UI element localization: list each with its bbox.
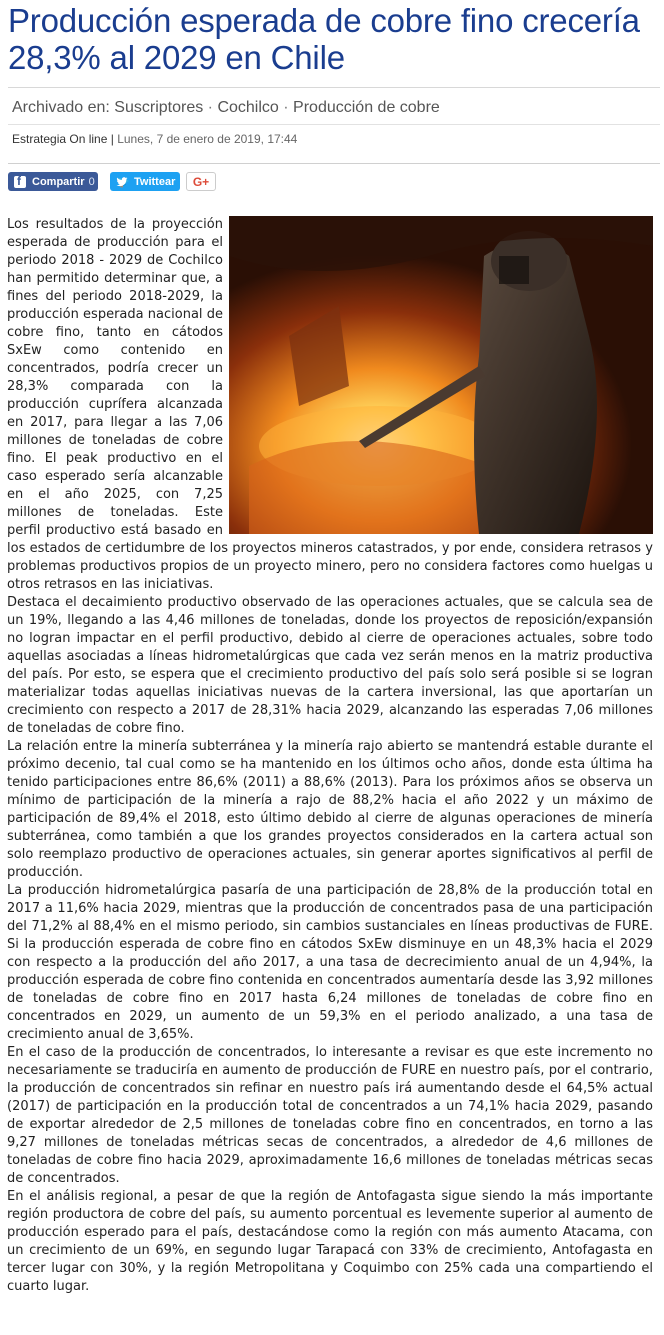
divider [8, 124, 660, 125]
article-paragraph: En el caso de la producción de concentrados, lo interesante a revisar es que este incremento no necesariamente se traduciría en aumento de producción de FURE en nuestro país, por el contrario, la producción de concentrados sin refinar en nuestro país irá aumentando desde el 64,5% actual (2017) de participación en la producción total de concentrados a un 74,1% hacia 2029, pasando de exportar alrededor de 2,5 millones de toneladas cobre fino en concentrados, en torno a las 9,27 millones de toneladas métricas secas de concentrados, a alrededor de 4,6 millones de toneladas de cobre fino hacia 2029, aproximadamente 16,6 millones de toneladas métricas secas de concentrados. [7, 1045, 653, 1186]
tag-separator: · [283, 99, 289, 116]
article-paragraph: Los resultados de la proyección esperada de producción para el periodo 2018 - 2029 de Cochilco han permitido determinar que, a fines del periodo 2018-2029, la producción esperada nacional de cobre fino, tanto en cátodos SxEw como contenido en concentrados, podría crecer un 28,3% comparada con la producción cuprífera alcanzada en 2017, para llegar a las 7,06 millones de toneladas de cobre fino. El peak productivo en el caso esperado sería alcanzable en el año 2025, con 7,25 millones de toneladas. Este perfil productivo está basado en los estados de certidumbre de los proyectos mineros catastrados, y por ende, considera retrasos y problemas productivos propios de un proyecto minero, pero no considera factores como huelgas u otros retrasos en las iniciativas. [7, 217, 653, 592]
twitter-share-button[interactable] [110, 172, 180, 191]
byline-date: Lunes, 7 de enero de 2019, 17:44 [117, 132, 298, 146]
article-paragraph: La producción hidrometalúrgica pasaría de una participación de 28,8% de la producción total en 2017 a 11,6% hacia 2029, mientras que la producción de concentrados pasa de una participación del 71,2% al 88,4% en el mismo periodo, sin cambios sustanciales en líneas productivas de FURE. Si la producción esperada de cobre fino en cátodos SxEw disminuye en un 48,3% hacia el 2029 con respecto a la producción del año 2017, a una tasa de decrecimiento anual de un 4,94%, la producción esperada de cobre fino contenida en concentrados aumentaría desde las 3,92 millones de toneladas de cobre fino en 2017 hasta 6,24 millones de toneladas de cobre fino en concentrados en 2029, un aumento de un 59,3% en el periodo analizado, a una tasa de crecimiento anual de 3,65%. [7, 883, 653, 1042]
tag-link[interactable]: Suscriptores [114, 99, 204, 116]
archived-tags [12, 99, 440, 117]
tag-link[interactable]: Producción de cobre [293, 99, 440, 116]
tag-separator: · [207, 99, 213, 116]
byline [12, 132, 297, 146]
facebook-icon [14, 176, 26, 188]
image-float-spacer [223, 216, 653, 538]
byline-source: Estrategia On line [12, 132, 108, 146]
article-paragraph: En el análisis regional, a pesar de que la región de Antofagasta sigue siendo la más importante región productora de cobre del país, su aumento porcentual es levemente superior al aumento de producción esperado para el país, destacándose como la región con más aumento Atacama, con un crecimiento de un 69%, en segundo lugar Tarapacá con 33% de crecimiento, Antofagasta en tercer lugar con 30%, y la región Metropolitana y Coquimbo con 25% cada una compartiendo el cuarto lugar. [7, 1189, 653, 1294]
google-plus-share-button[interactable] [186, 172, 216, 191]
article-paragraph: Destaca el decaimiento productivo observado de las operaciones actuales, que se calcula sea de un 19%, llegando a las 4,46 millones de toneladas, donde los proyectos de reposición/expansión no logran impactar en el perfil productivo, debido al cierre de operaciones actuales, sobre todo aquellas asociadas a líneas hidrometalúrgicas que cada vez serán menos en la matriz productiva del país. Por esto, se espera que el crecimiento productivo del país solo será posible si se logran materializar todas aquellas iniciativas nuevas de la cartera inversional, las que aportarían un crecimiento con respecto a 2017 de 28,31% hacia 2029, alcanzando las esperadas 7,06 millones de toneladas de cobre fino. [7, 595, 653, 736]
facebook-share-count: 0 [88, 175, 95, 188]
article-body [7, 216, 653, 1296]
twitter-share-label: Twittear [134, 175, 176, 188]
google-plus-label: G+ [192, 174, 210, 189]
divider [8, 87, 660, 88]
article-title: Producción esperada de cobre fino crecería 28,3% al 2029 en Chile [8, 2, 640, 76]
byline-divider: | [110, 132, 114, 146]
facebook-share-label: Compartir [32, 175, 85, 188]
tag-link[interactable]: Cochilco [217, 99, 279, 116]
facebook-share-button[interactable] [8, 172, 98, 191]
archived-prefix: Archivado en: [12, 99, 110, 116]
article-paragraph: La relación entre la minería subterránea y la minería rajo abierto se mantendrá estable durante el próximo decenio, tal cual como se ha mantenido en los últimos ocho años, donde esta última ha tenido participaciones entre 86,6% (2011) a 88,6% (2013). Para los próximos años se observa un mínimo de participación de la minería a rajo de 88,2% hacia el año 2022 y un máximo de participación de 89,4% el 2018, esto último debido al cierre de algunas operaciones de minería subterránea, como también a que los grandes proyectos considerados en la cartera actual son solo reemplazo productivo de operaciones actuales, sin generar aportes significativos al perfil de producción. [7, 739, 653, 880]
twitter-icon [116, 176, 128, 188]
divider [8, 163, 660, 164]
